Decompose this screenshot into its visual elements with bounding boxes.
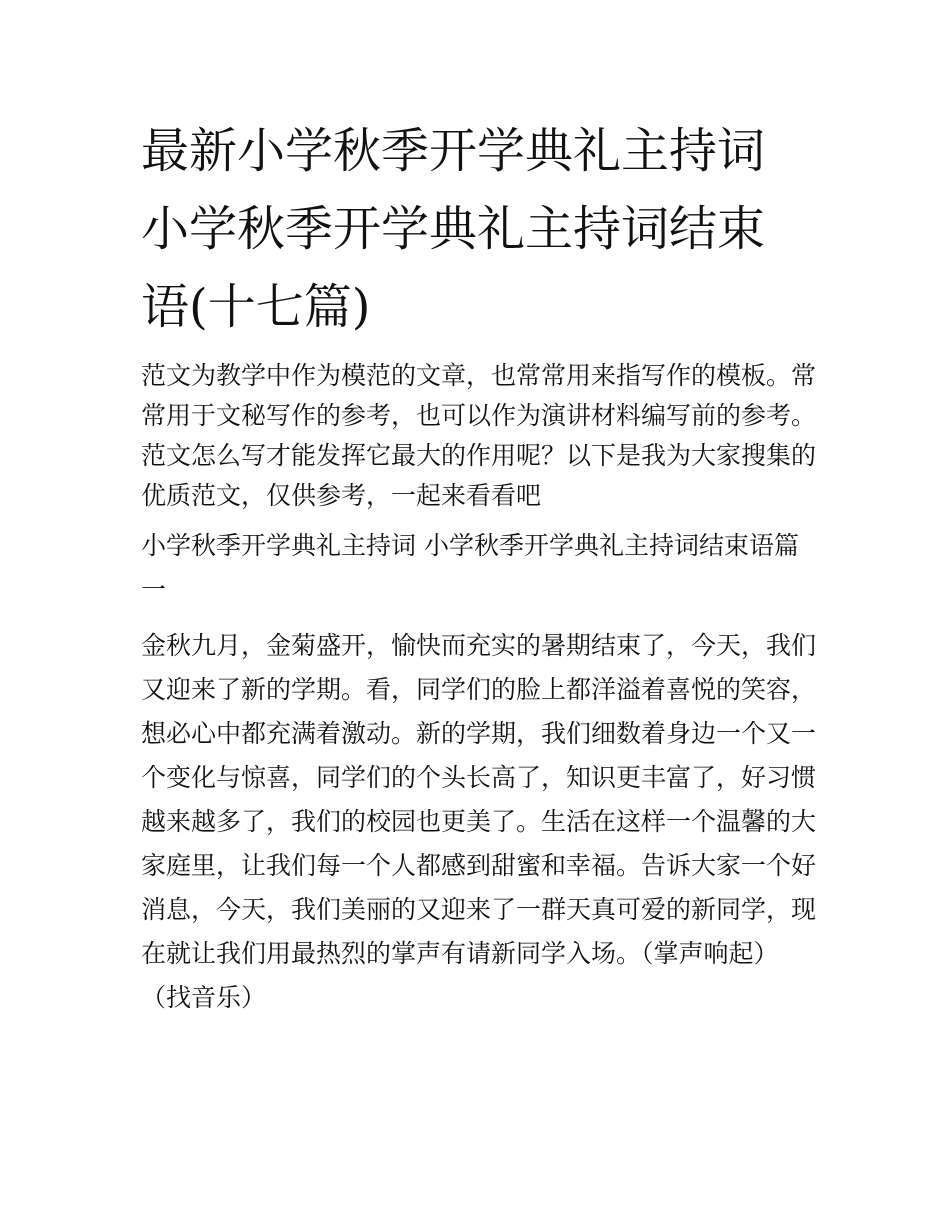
body-line: 个变化与惊喜，同学们的个头长高了，知识更丰富了，好习惯 [141,763,816,792]
document-title [141,112,816,346]
body-line: 又迎来了新的学期。看，同学们的脸上都洋溢着喜悦的笑容， [141,675,816,704]
body-line: 越来越多了，我们的校园也更美了。生活在这样一个温馨的大 [141,807,816,836]
body-line: 想必心中都充满着激动。新的学期，我们细数着身边一个又一 [141,719,816,748]
title-line: 语(十七篇) [141,279,371,335]
intro-line: 范文怎么写才能发挥它最大的作用呢？以下是我为大家搜集的 [141,441,816,470]
body-line: （找音乐） [141,983,267,1012]
section-heading-line: 小学秋季开学典礼主持词 小学秋季开学典礼主持词结束语篇 [141,531,799,560]
title-line: 小学秋季开学典礼主持词结束 [141,201,766,257]
title-line: 最新小学秋季开学典礼主持词 [141,123,766,179]
body-line: 金秋九月，金菊盛开，愉快而充实的暑期结束了，今天，我们 [141,631,816,660]
section-heading [141,524,816,612]
intro-line: 优质范文，仅供参考，一起来看看吧 [141,481,542,510]
intro-line: 常用于文秘写作的参考，也可以作为演讲材料编写前的参考。 [141,401,816,430]
document-content [141,112,816,1020]
intro-paragraph [141,356,816,516]
body-line: 消息，今天，我们美丽的又迎来了一群天真可爱的新同学，现 [141,895,816,924]
section-heading-line: 一 [141,575,167,604]
body-line: 家庭里，让我们每一个人都感到甜蜜和幸福。告诉大家一个好 [141,851,816,880]
intro-line: 范文为教学中作为模范的文章，也常常用来指写作的模板。常 [141,361,816,390]
body-paragraph [141,624,816,1020]
body-line: 在就让我们用最热烈的掌声有请新同学入场。（掌声响起） [141,939,779,968]
